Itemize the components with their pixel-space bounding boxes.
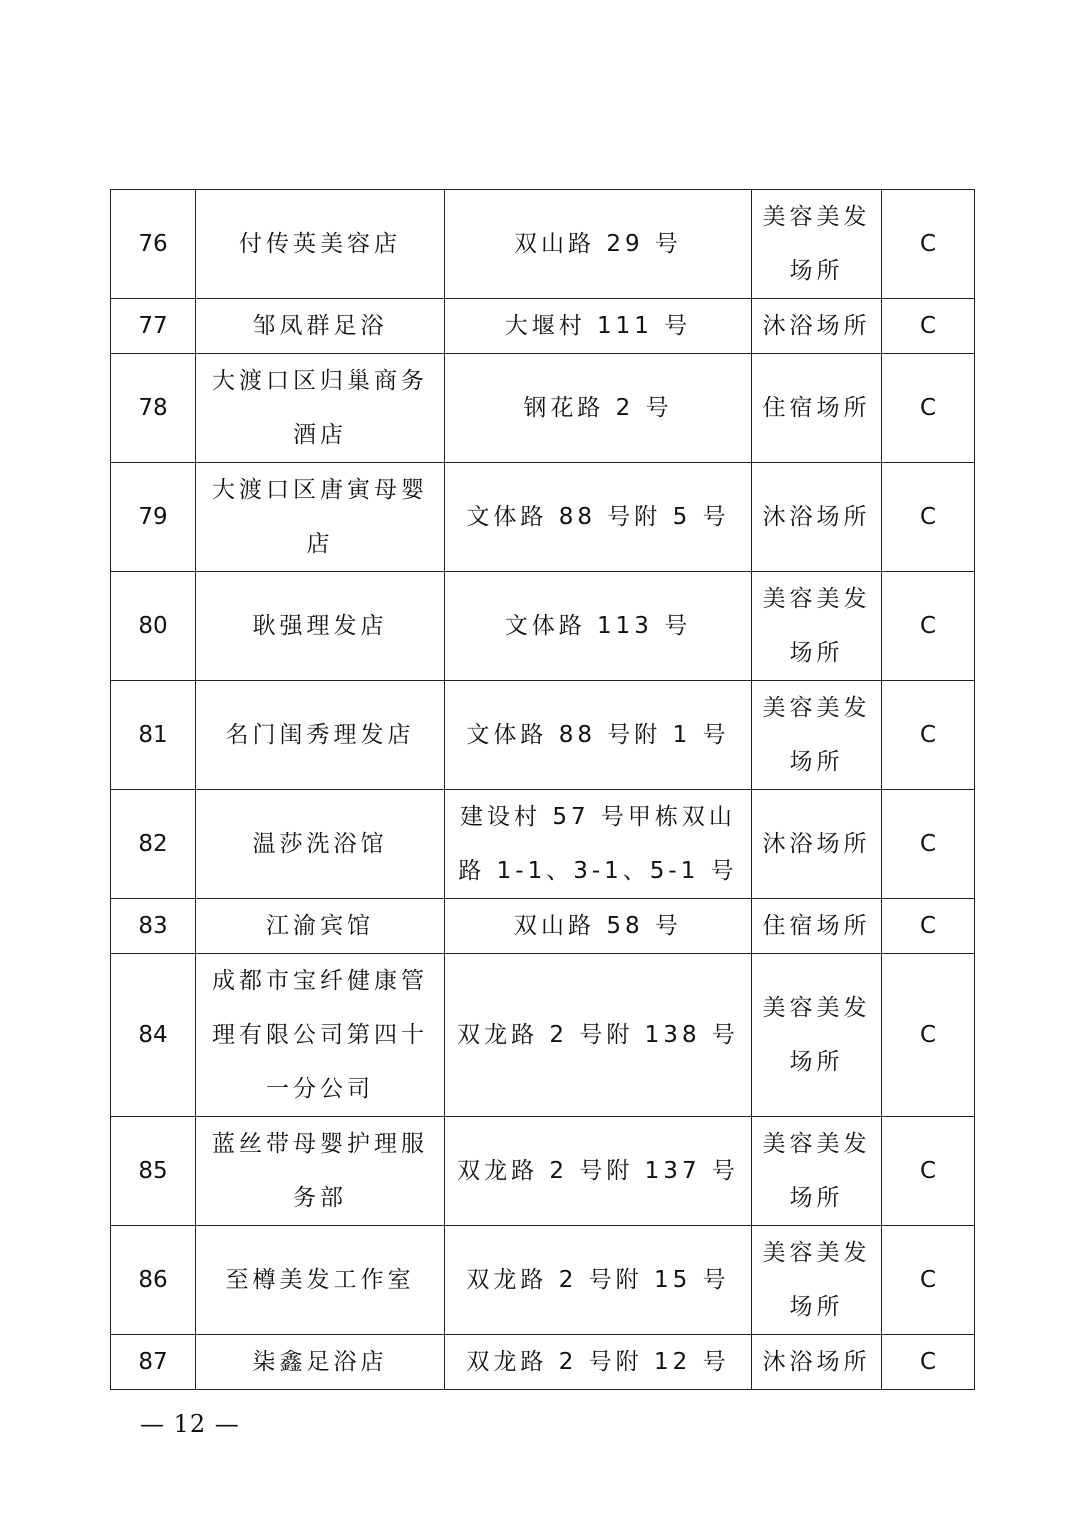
establishment-address: 建设村 57 号甲栋双山路 1-1、3-1、5-1 号: [445, 790, 752, 899]
establishment-table: [110, 189, 975, 1390]
table-row: [111, 1226, 975, 1335]
establishment-category: 美容美发场所: [752, 1117, 882, 1226]
establishment-category: 住宿场所: [752, 354, 882, 463]
row-number: 78: [111, 354, 196, 463]
row-number: 76: [111, 190, 196, 299]
establishment-address: 双龙路 2 号附 12 号: [445, 1335, 752, 1390]
table-row: [111, 1335, 975, 1390]
establishment-address: 大堰村 111 号: [445, 299, 752, 354]
establishment-name: 大渡口区唐寅母婴店: [196, 463, 445, 572]
establishment-address: 双山路 58 号: [445, 899, 752, 954]
row-number: 82: [111, 790, 196, 899]
establishment-name: 名门闺秀理发店: [196, 681, 445, 790]
establishment-address: 双龙路 2 号附 137 号: [445, 1117, 752, 1226]
establishment-address: 文体路 88 号附 1 号: [445, 681, 752, 790]
establishment-name: 成都市宝纤健康管理有限公司第四十一分公司: [196, 954, 445, 1117]
establishment-category: 沐浴场所: [752, 299, 882, 354]
table-row: [111, 299, 975, 354]
establishment-name: 付传英美容店: [196, 190, 445, 299]
establishment-grade: C: [882, 463, 975, 572]
establishment-category: 住宿场所: [752, 899, 882, 954]
establishment-grade: C: [882, 954, 975, 1117]
row-number: 80: [111, 572, 196, 681]
establishment-grade: C: [882, 354, 975, 463]
establishment-name: 柒鑫足浴店: [196, 1335, 445, 1390]
table-row: [111, 899, 975, 954]
establishment-name: 大渡口区归巢商务酒店: [196, 354, 445, 463]
establishment-category: 沐浴场所: [752, 790, 882, 899]
table-row: [111, 354, 975, 463]
table-row: [111, 681, 975, 790]
establishment-category: 美容美发场所: [752, 681, 882, 790]
row-number: 83: [111, 899, 196, 954]
establishment-address: 双龙路 2 号附 138 号: [445, 954, 752, 1117]
row-number: 84: [111, 954, 196, 1117]
establishment-name: 蓝丝带母婴护理服务部: [196, 1117, 445, 1226]
establishment-category: 沐浴场所: [752, 463, 882, 572]
establishment-grade: C: [882, 572, 975, 681]
table-body: [111, 190, 975, 1390]
establishment-category: 美容美发场所: [752, 1226, 882, 1335]
establishment-grade: C: [882, 1117, 975, 1226]
table-row: [111, 1117, 975, 1226]
establishment-grade: C: [882, 681, 975, 790]
establishment-category: 沐浴场所: [752, 1335, 882, 1390]
row-number: 79: [111, 463, 196, 572]
establishment-category: 美容美发场所: [752, 572, 882, 681]
establishment-address: 文体路 88 号附 5 号: [445, 463, 752, 572]
establishment-address: 双龙路 2 号附 15 号: [445, 1226, 752, 1335]
establishment-address: 双山路 29 号: [445, 190, 752, 299]
establishment-address: 文体路 113 号: [445, 572, 752, 681]
page-number: — 12 —: [140, 1410, 240, 1438]
row-number: 86: [111, 1226, 196, 1335]
establishment-category: 美容美发场所: [752, 190, 882, 299]
establishment-name: 至樽美发工作室: [196, 1226, 445, 1335]
establishment-grade: C: [882, 299, 975, 354]
table-row: [111, 572, 975, 681]
table-row: [111, 463, 975, 572]
row-number: 77: [111, 299, 196, 354]
establishment-name: 江渝宾馆: [196, 899, 445, 954]
establishment-grade: C: [882, 190, 975, 299]
table-row: [111, 190, 975, 299]
establishment-name: 邹凤群足浴: [196, 299, 445, 354]
table-row: [111, 790, 975, 899]
establishment-name: 温莎洗浴馆: [196, 790, 445, 899]
establishment-name: 耿强理发店: [196, 572, 445, 681]
establishment-grade: C: [882, 1335, 975, 1390]
establishment-category: 美容美发场所: [752, 954, 882, 1117]
establishment-grade: C: [882, 899, 975, 954]
establishment-grade: C: [882, 790, 975, 899]
table-row: [111, 954, 975, 1117]
row-number: 85: [111, 1117, 196, 1226]
row-number: 87: [111, 1335, 196, 1390]
establishment-address: 钢花路 2 号: [445, 354, 752, 463]
establishment-grade: C: [882, 1226, 975, 1335]
row-number: 81: [111, 681, 196, 790]
